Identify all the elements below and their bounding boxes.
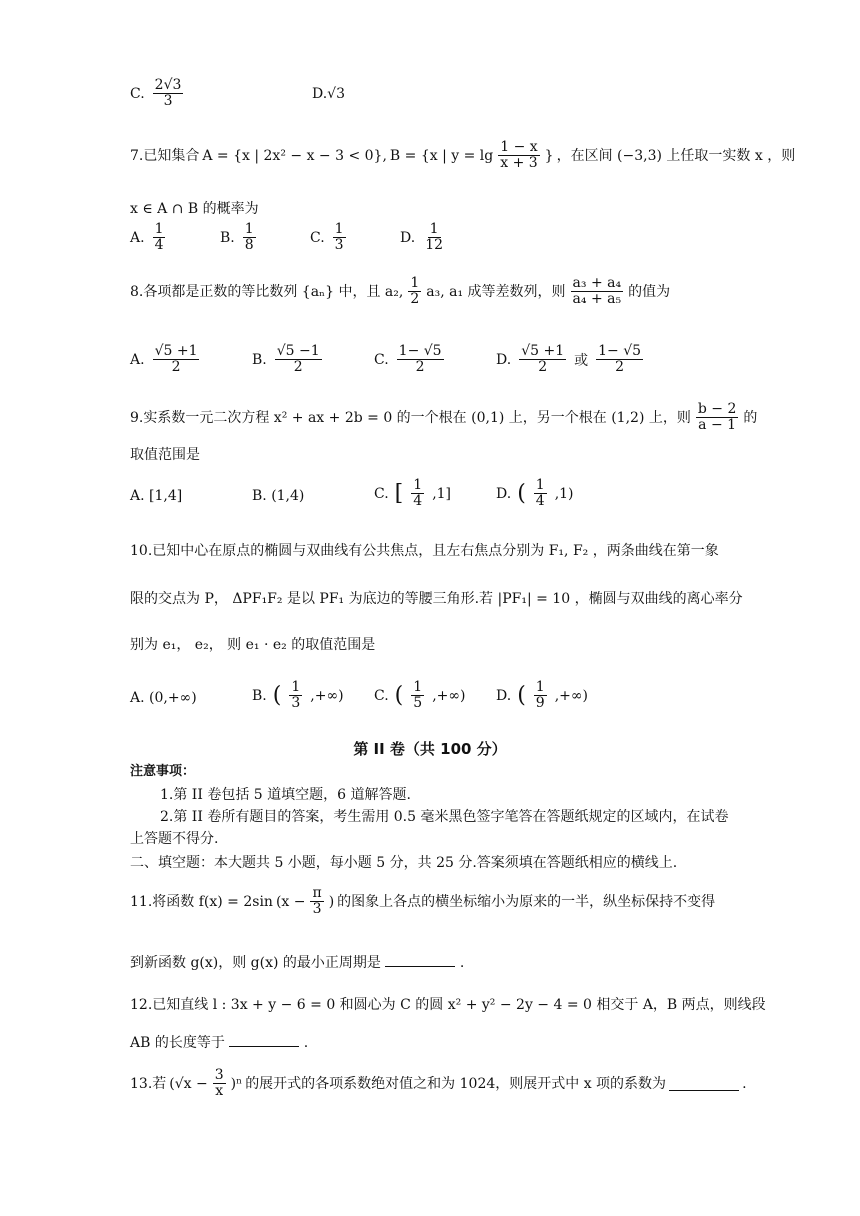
fraction-numerator: 3 bbox=[214, 1067, 224, 1083]
option-label: A. bbox=[130, 229, 145, 246]
fraction-numerator: 1 bbox=[535, 679, 545, 695]
q11-stem-line2 bbox=[130, 952, 760, 972]
fraction-denominator: 9 bbox=[535, 695, 545, 712]
bracket-open: [ bbox=[394, 480, 404, 506]
q11-text-line2: 到新函数 g(x)，则 g(x) 的最小正周期是 bbox=[130, 955, 381, 971]
q6-option-d-text: D.√3 bbox=[312, 86, 346, 102]
option-fraction bbox=[153, 344, 200, 376]
fraction-denominator: 2 bbox=[293, 359, 303, 376]
answer-blank[interactable] bbox=[385, 952, 455, 967]
option-label: D. bbox=[496, 485, 512, 502]
option-label: A. bbox=[130, 351, 145, 368]
q7-option-b bbox=[220, 222, 258, 254]
q7-set-b: B = {x | y = lg bbox=[389, 147, 494, 164]
fraction-numerator: 1− √5 bbox=[398, 343, 442, 359]
fraction-numerator: 1 bbox=[429, 221, 439, 237]
fraction-numerator: 1 bbox=[154, 221, 164, 237]
notice-item-1: 1.第 II 卷包括 5 道填空题，6 道解答题. bbox=[160, 787, 411, 803]
fraction-numerator: 1 bbox=[244, 221, 254, 237]
fraction-denominator: 3 bbox=[163, 93, 173, 110]
q9-text: 9.实系数一元二次方程 x² + ax + 2b = 0 的一个根在 (0,1) 上，另一个根在 (1,2) 上，则 bbox=[130, 409, 691, 426]
q8-stem bbox=[130, 276, 760, 308]
fraction-denominator: 2 bbox=[410, 291, 420, 308]
q8-option-b bbox=[252, 344, 324, 376]
q12-text-line2: AB 的长度等于 bbox=[130, 1035, 225, 1051]
q11-paren-open: (x − bbox=[275, 893, 306, 910]
option-fraction bbox=[243, 222, 256, 254]
option-label: D. bbox=[496, 351, 512, 368]
q13-fraction bbox=[213, 1068, 226, 1100]
q6-option-c-label: C. bbox=[130, 85, 145, 102]
q8-text: 8.各项都是正数的等比数列 {aₙ} 中，且 a₂, bbox=[130, 283, 404, 300]
option-tail: ,+∞) bbox=[310, 687, 344, 704]
q7-set-a: A = {x | 2x² − x − 3 < 0}, bbox=[202, 147, 387, 164]
q6-option-c bbox=[130, 78, 185, 110]
q10-stem-line3: 别为 e₁， e₂， 则 e₁ · e₂ 的取值范围是 bbox=[130, 637, 376, 653]
q9-option-d bbox=[496, 478, 574, 510]
option-label: C. bbox=[374, 351, 389, 368]
fraction-numerator: 1− √5 bbox=[598, 343, 642, 359]
q8-option-a bbox=[130, 344, 201, 376]
q7-option-c bbox=[310, 222, 348, 254]
option-or: 或 bbox=[574, 352, 589, 369]
option-fraction bbox=[275, 344, 322, 376]
fraction-numerator: 1 bbox=[334, 221, 344, 237]
fraction-numerator: 1 bbox=[291, 679, 301, 695]
q13-paren-open: (√x − bbox=[169, 1075, 208, 1092]
q8-text-end: 的值为 bbox=[628, 283, 671, 300]
option-label: D. bbox=[496, 687, 512, 704]
q8-ratio-fraction bbox=[571, 276, 624, 308]
fraction-numerator: 1 bbox=[410, 275, 420, 291]
q10-option-c: C. ( $\frac{1}{5}$ ,+∞) bbox=[374, 679, 466, 712]
q7-lg-fraction bbox=[498, 140, 539, 172]
q11-text-end: 的图象上各点的横坐标缩小为原来的一半，纵坐标保持不变得 bbox=[337, 893, 716, 910]
q13-paren-close: )ⁿ bbox=[230, 1075, 243, 1092]
fraction-denominator: 3 bbox=[312, 901, 322, 918]
fraction-denominator: 2 bbox=[415, 359, 425, 376]
fraction-denominator: 4 bbox=[413, 493, 423, 510]
fraction-denominator: 2 bbox=[171, 359, 181, 376]
fraction-denominator: 5 bbox=[413, 695, 423, 712]
q11-pi-fraction bbox=[310, 886, 323, 918]
q9-fraction bbox=[696, 402, 739, 434]
option-fraction bbox=[423, 222, 445, 254]
option-label: B. bbox=[220, 229, 235, 246]
q7-set-b-close: } bbox=[544, 147, 554, 164]
option-label: D. bbox=[400, 229, 416, 246]
notice-item-2: 2.第 II 卷所有题目的答案，考生需用 0.5 毫米黑色签字笔答在答题纸规定的区域内，在试卷 bbox=[160, 809, 729, 825]
option-fraction bbox=[411, 478, 424, 510]
q9-stem-line2: 取值范围是 bbox=[130, 447, 200, 463]
q10-option-b: B. ( $\frac{1}{3}$ ,+∞) bbox=[252, 679, 344, 712]
q13-period: . bbox=[742, 1075, 747, 1092]
option-label: B. bbox=[252, 351, 267, 368]
fraction-numerator: √5 +1 bbox=[521, 343, 565, 359]
fraction-numerator: 2√3 bbox=[154, 77, 182, 93]
notice-item-2-cont: 上答题不得分. bbox=[130, 831, 219, 847]
q10-option-a: A. (0,+∞) bbox=[130, 690, 197, 706]
q12-stem-line2 bbox=[130, 1032, 760, 1052]
option-fraction bbox=[333, 222, 346, 254]
option-label: C. bbox=[374, 485, 389, 502]
fraction-numerator: π bbox=[312, 885, 322, 901]
q7-stem-line2: x ∈ A ∩ B 的概率为 bbox=[130, 201, 259, 217]
fraction-numerator: 1 − x bbox=[500, 139, 538, 155]
q12-stem-line1: 12.已知直线 l : 3x + y − 6 = 0 和圆心为 C 的圆 x² + y² − 2y − 4 = 0 相交于 A，B 两点，则线段 bbox=[130, 997, 766, 1013]
fraction-denominator: 2 bbox=[538, 359, 548, 376]
q12-period: . bbox=[303, 1035, 309, 1051]
q6-option-c-fraction bbox=[153, 78, 184, 110]
part2-title: 第 II 卷（共 100 分） bbox=[353, 740, 507, 758]
option-fraction bbox=[411, 680, 424, 712]
option-fraction bbox=[519, 344, 566, 376]
fraction-numerator: 1 bbox=[413, 679, 423, 695]
fraction-denominator: a₄ + a₅ bbox=[572, 291, 622, 308]
q9-stem-line1 bbox=[130, 402, 760, 434]
fraction-denominator: x + 3 bbox=[500, 155, 538, 172]
option-fraction bbox=[534, 478, 547, 510]
q9-text-end: 的 bbox=[743, 409, 758, 426]
q8-half-fraction bbox=[408, 276, 421, 308]
q7-option-a bbox=[130, 222, 167, 254]
fraction-numerator: √5 +1 bbox=[154, 343, 198, 359]
q7-option-d bbox=[400, 222, 447, 254]
fraction-denominator: 12 bbox=[425, 237, 444, 254]
q10-stem-line2: 限的交点为 P， ΔPF₁F₂ 是以 PF₁ 为底边的等腰三角形.若 |PF₁| = 10 ，椭圆与双曲线的离心率分 bbox=[130, 591, 743, 607]
option-fraction bbox=[534, 680, 547, 712]
option-label: C. bbox=[374, 687, 389, 704]
q9-option-c bbox=[374, 478, 451, 510]
option-fraction bbox=[289, 680, 302, 712]
paren-close: ,1) bbox=[554, 485, 574, 502]
q8-text-middle: a₃, a₁ 成等差数列，则 bbox=[426, 283, 566, 300]
option-fraction bbox=[596, 344, 643, 376]
option-label: C. bbox=[310, 229, 325, 246]
q9-option-a: A. [1,4] bbox=[130, 488, 183, 504]
q8-option-c bbox=[374, 344, 446, 376]
fraction-denominator: 2 bbox=[615, 359, 625, 376]
option-tail: ,+∞) bbox=[432, 687, 466, 704]
q13-stem bbox=[130, 1068, 760, 1100]
fraction-denominator: 3 bbox=[334, 237, 344, 254]
fraction-numerator: b − 2 bbox=[697, 401, 737, 417]
fraction-denominator: 4 bbox=[154, 237, 164, 254]
q7-stem-line1 bbox=[130, 139, 796, 172]
q7-text-interval: ，在区间 (−3,3) 上任取一实数 x ，则 bbox=[556, 147, 796, 164]
fraction-denominator: 3 bbox=[291, 695, 301, 712]
option-fraction bbox=[397, 344, 444, 376]
option-fraction bbox=[153, 222, 166, 254]
q7-text: 7.已知集合 bbox=[130, 147, 200, 164]
bracket-close: ,1] bbox=[432, 485, 452, 502]
option-tail: ,+∞) bbox=[554, 687, 589, 704]
q8-option-d bbox=[496, 344, 645, 376]
fraction-numerator: √5 −1 bbox=[276, 343, 320, 359]
fraction-numerator: 1 bbox=[535, 477, 545, 493]
notice-title: 注意事项： bbox=[130, 764, 196, 779]
q11-period: . bbox=[459, 955, 465, 971]
q13-text-end: 的展开式的各项系数绝对值之和为 1024，则展开式中 x 项的系数为 bbox=[245, 1075, 667, 1092]
q9-option-b: B. (1,4) bbox=[252, 488, 305, 504]
fraction-denominator: x bbox=[215, 1083, 224, 1100]
q6-option-d bbox=[312, 86, 345, 102]
q13-text: 13.若 bbox=[130, 1075, 167, 1092]
q10-stem-line1: 10.已知中心在原点的椭圆与双曲线有公共焦点，且左右焦点分别为 F₁, F₂ ，两条曲线在第一象 bbox=[130, 543, 719, 559]
paren-open: ( bbox=[517, 480, 526, 506]
answer-blank[interactable] bbox=[229, 1032, 299, 1047]
fraction-denominator: a − 1 bbox=[698, 417, 737, 434]
q11-text: 11.将函数 f(x) = 2sin bbox=[130, 893, 273, 910]
fraction-numerator: 1 bbox=[413, 477, 423, 493]
q11-paren-close: ) bbox=[328, 893, 335, 910]
q10-option-d: D. ( $\frac{1}{9}$ ,+∞) bbox=[496, 679, 589, 712]
section-fill-blank-heading: 二、填空题：本大题共 5 小题，每小题 5 分，共 25 分.答案须填在答题纸相应的横线上. bbox=[130, 855, 678, 871]
fraction-numerator: a₃ + a₄ bbox=[572, 275, 622, 291]
q11-stem-line1 bbox=[130, 886, 760, 918]
fraction-denominator: 4 bbox=[535, 493, 545, 510]
option-label: B. bbox=[252, 687, 267, 704]
answer-blank[interactable] bbox=[669, 1076, 739, 1091]
fraction-denominator: 8 bbox=[244, 237, 254, 254]
